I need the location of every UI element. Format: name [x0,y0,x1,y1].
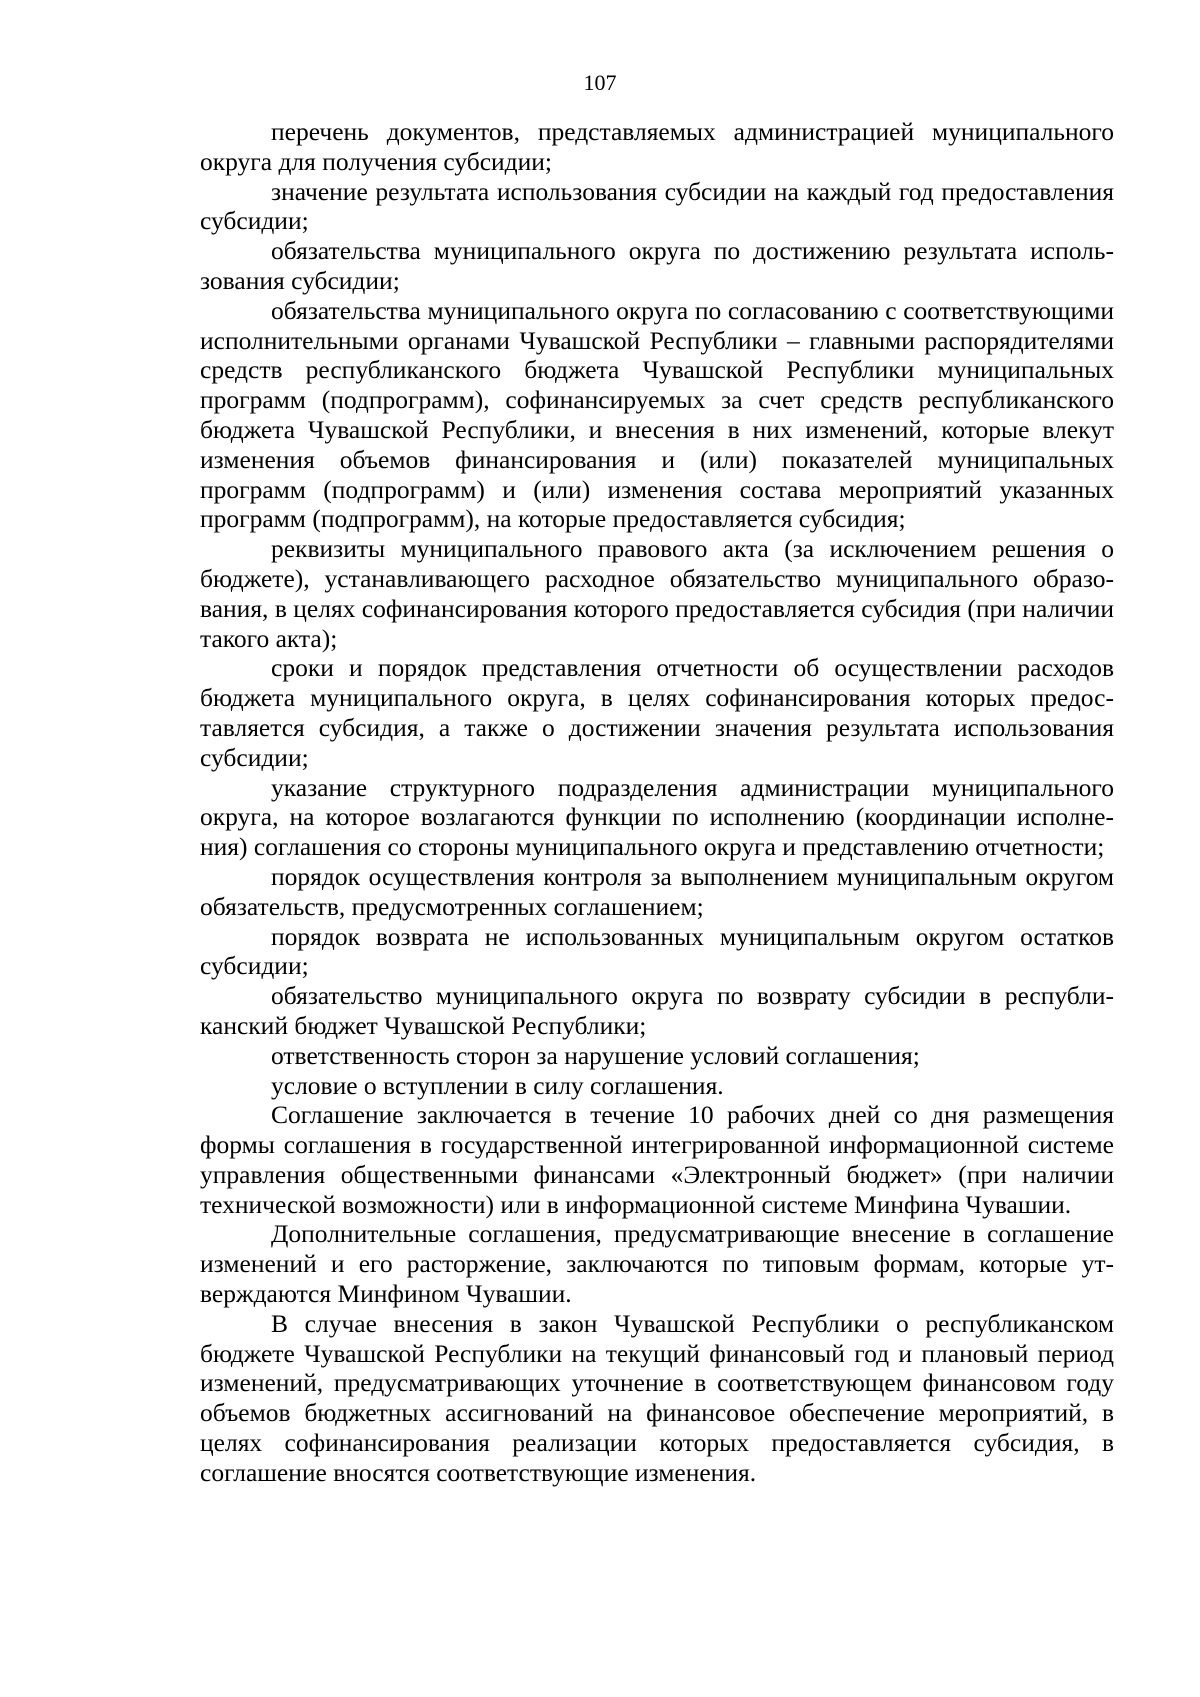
paragraph-result-value: значение результата использования субсидии на каждый год предоставления субсидии; [200,176,1114,236]
paragraph-entry-into-force: условие о вступлении в силу соглашения. [271,1070,724,1100]
document-body [200,117,1114,1488]
page-number: 107 [583,70,617,95]
paragraph-additional-agreements: Дополнительные соглашения, предусматривающие внесение в соглашение изменений и его расторжение, заключаются по типовым формам, которые утверждаются Минфином Чувашии. [200,1219,1114,1309]
paragraph-amendments: В случае внесения в закон Чувашской Республики о республиканском бюджете Чувашской Республики на текущий финансовый год и плановый период изменений, предусматривающих уточнение в соответствующем финансовом году объемов бюджетных ассигнований на финансовое обеспечение мероприятий, в целях софинансирования реализации которых предоставляется субсидия, в соглашение вносятся соответствующие изменения. [200,1308,1114,1487]
paragraph-return-procedure: порядок возврата не использованных муниципальным округом остатков субсидии; [200,921,1114,981]
paragraph-program-coordination: обязательства муниципального округа по согласованию с соответствующими исполнительными органами Чувашской Республики – главными распорядителями средств республиканского бюджета Чувашской Республики муниципальных программ (подпрограмм), софинансируемых за счет средств республиканского бюджета Чувашской Республики, и внесения в них изменений, которые влекут изменения объемов финансирования и (или) показателей муниципальных программ (подпрограмм) и (или) изменения состава мероприятий указанных программ (подпрограмм), на которые предоставляется субсидия; [200,295,1114,534]
paragraph-reporting-terms: сроки и порядок представления отчетности об осуществлении расходов бюджета муниципального округа, в целях софинансирования которых предоставляется субсидия, а также о достижении значения результата использования субсидии; [200,653,1114,772]
paragraph-liability: ответственность сторон за нарушение условий соглашения; [271,1040,920,1070]
paragraph-documents-list: перечень документов, представляемых администрацией муниципального округа для получения субсидии; [200,117,1114,176]
paragraph-control-procedure: порядок осуществления контроля за выполнением муниципальным округом обязательств, предусмотренных соглашением; [200,861,1114,921]
paragraph-return-obligation: обязательство муниципального округа по возврату субсидии в республиканский бюджет Чувашской Республики; [200,981,1114,1040]
paragraph-agreement-conclusion: Соглашение заключается в течение 10 рабочих дней со дня размещения формы соглашения в государственной интегрированной информационной системе управления общественными финансами «Электронный бюджет» (при наличии технической возможности) или в информационной системе Минфина Чувашии. [200,1100,1114,1219]
paragraph-result-obligations: обязательства муниципального округа по достижению результата использования субсидии; [200,236,1114,295]
paragraph-responsible-unit: указание структурного подразделения администрации муниципального округа, на которое возлагаются функции по исполнению (координации исполнения) соглашения со стороны муниципального округа и представлению отчетности; [200,772,1114,862]
paragraph-legal-act-details: реквизиты муниципального правового акта (за исключением решения о бюджете), устанавливающего расходное обязательство муниципального образования, в целях софинансирования которого предоставляется субсидия (при наличии такого акта); [200,534,1114,653]
